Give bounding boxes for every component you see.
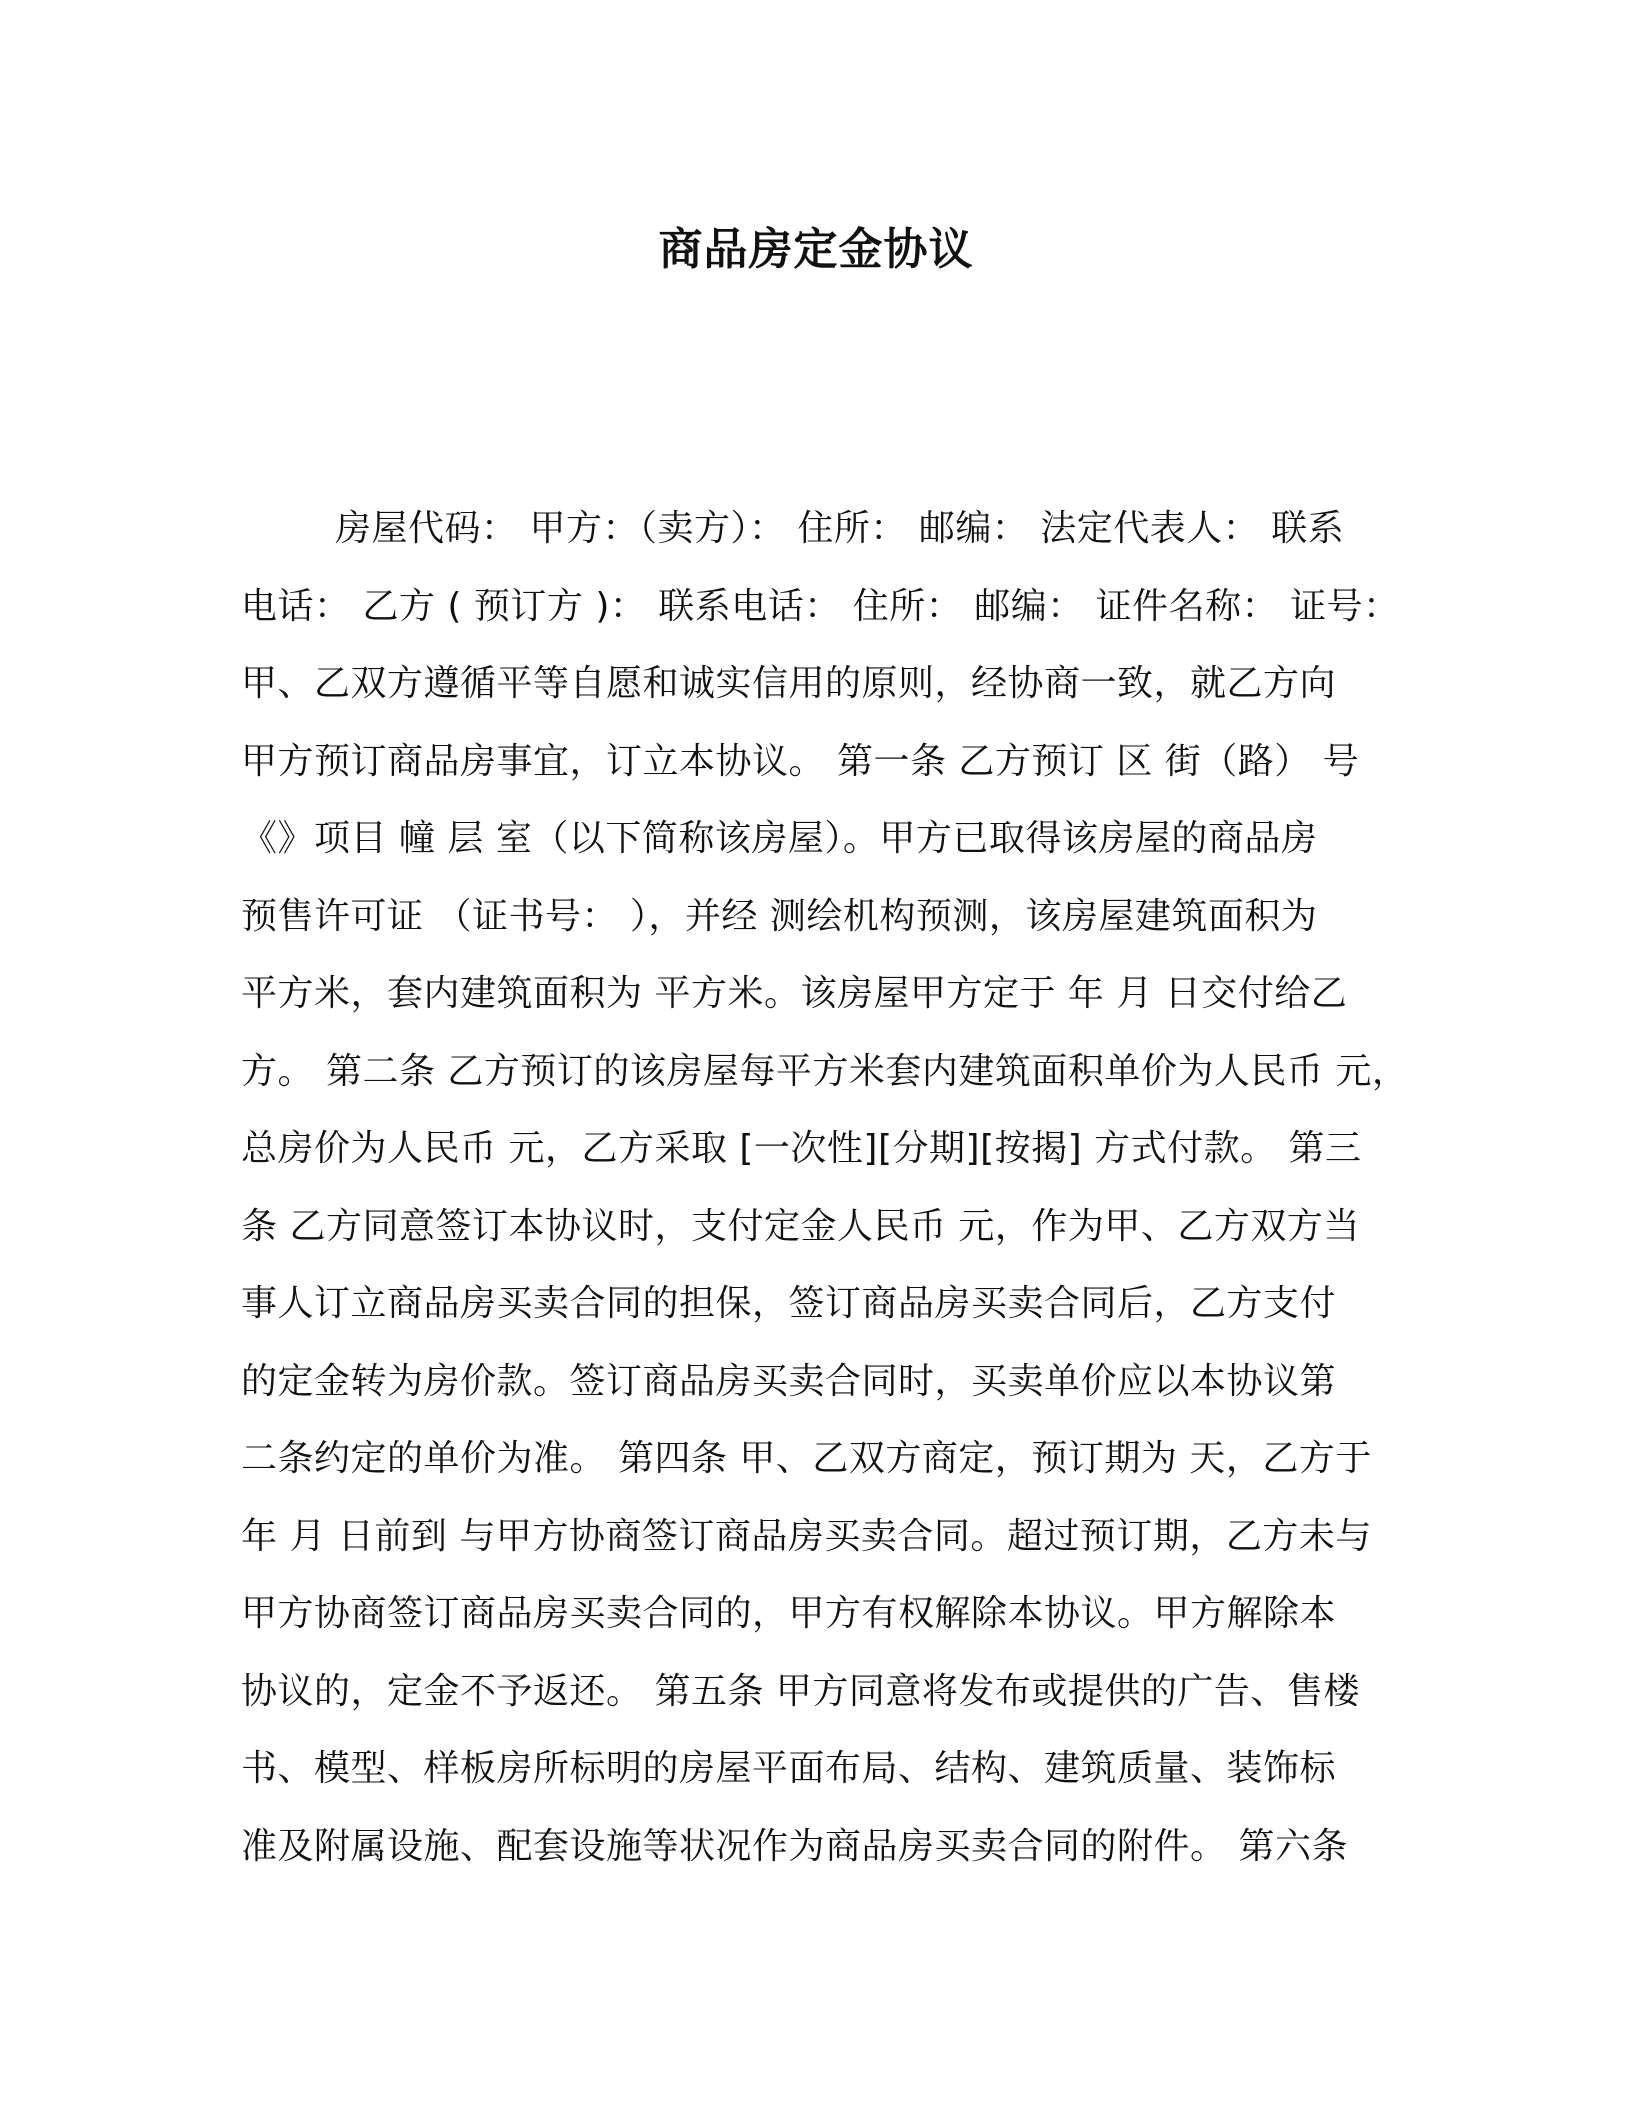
body-line: 条 乙方同意签订本协议时，支付定金人民币 元，作为甲、乙方双方当 xyxy=(241,1205,1360,1247)
body-line: 书、模型、样板房所标明的房屋平面布局、结构、建筑质量、装饰标 xyxy=(241,1748,1337,1789)
body-line: 《》项目 幢 层 室（以下简称该房屋）。甲方已取得该房屋的商品房 xyxy=(241,818,1318,859)
body-line: 事人订立商品房买卖合同的担保，签订商品房买卖合同后，乙方支付 xyxy=(241,1283,1337,1324)
body-line: 准及附属设施、配套设施等状况作为商品房买卖合同的附件。 第六条 xyxy=(241,1825,1348,1867)
body-line: 房屋代码： 甲方：（卖方）： 住所： 邮编： 法定代表人： 联系 xyxy=(335,508,1345,549)
body-line: 协议的，定金不予返还。 第五条 甲方同意将发布或提供的广告、售楼 xyxy=(241,1670,1360,1712)
body-line: 电话： 乙方 ( 预订方 )： 联系电话： 住所： 邮编： 证件名称： 证号： xyxy=(241,585,1400,627)
body-line: 年 月 日前到 与甲方协商签订商品房买卖合同。超过预订期，乙方未与 xyxy=(241,1515,1372,1557)
body-line: 甲方协商签订商品房买卖合同的，甲方有权解除本协议。甲方解除本 xyxy=(241,1593,1337,1634)
body-line: 平方米，套内建筑面积为 平方米。该房屋甲方定于 年 月 日交付给乙 xyxy=(241,973,1348,1014)
body-line: 甲方预订商品房事宜，订立本协议。 第一条 乙方预订 区 街（路） 号 xyxy=(241,740,1360,782)
document-body xyxy=(241,490,1411,1885)
body-line: 总房价为人民币 元，乙方采取 [一次性][分期][按揭] 方式付款。 第三 xyxy=(241,1128,1362,1169)
body-line: 方。 第二条 乙方预订的该房屋每平方米套内建筑面积单价为人民币 元， xyxy=(241,1050,1409,1092)
body-line: 预售许可证 （证书号： ），并经 测绘机构预测，该房屋建筑面积为 xyxy=(241,895,1318,937)
body-line: 甲、乙双方遵循平等自愿和诚实信用的原则，经协商一致，就乙方向 xyxy=(241,663,1337,704)
body-line: 的定金转为房价款。签订商品房买卖合同时，买卖单价应以本协议第 xyxy=(241,1360,1337,1402)
body-line: 二条约定的单价为准。 第四条 甲、乙双方商定，预订期为 天，乙方于 xyxy=(241,1438,1372,1479)
document-title: 商品房定金协议 xyxy=(658,224,974,275)
